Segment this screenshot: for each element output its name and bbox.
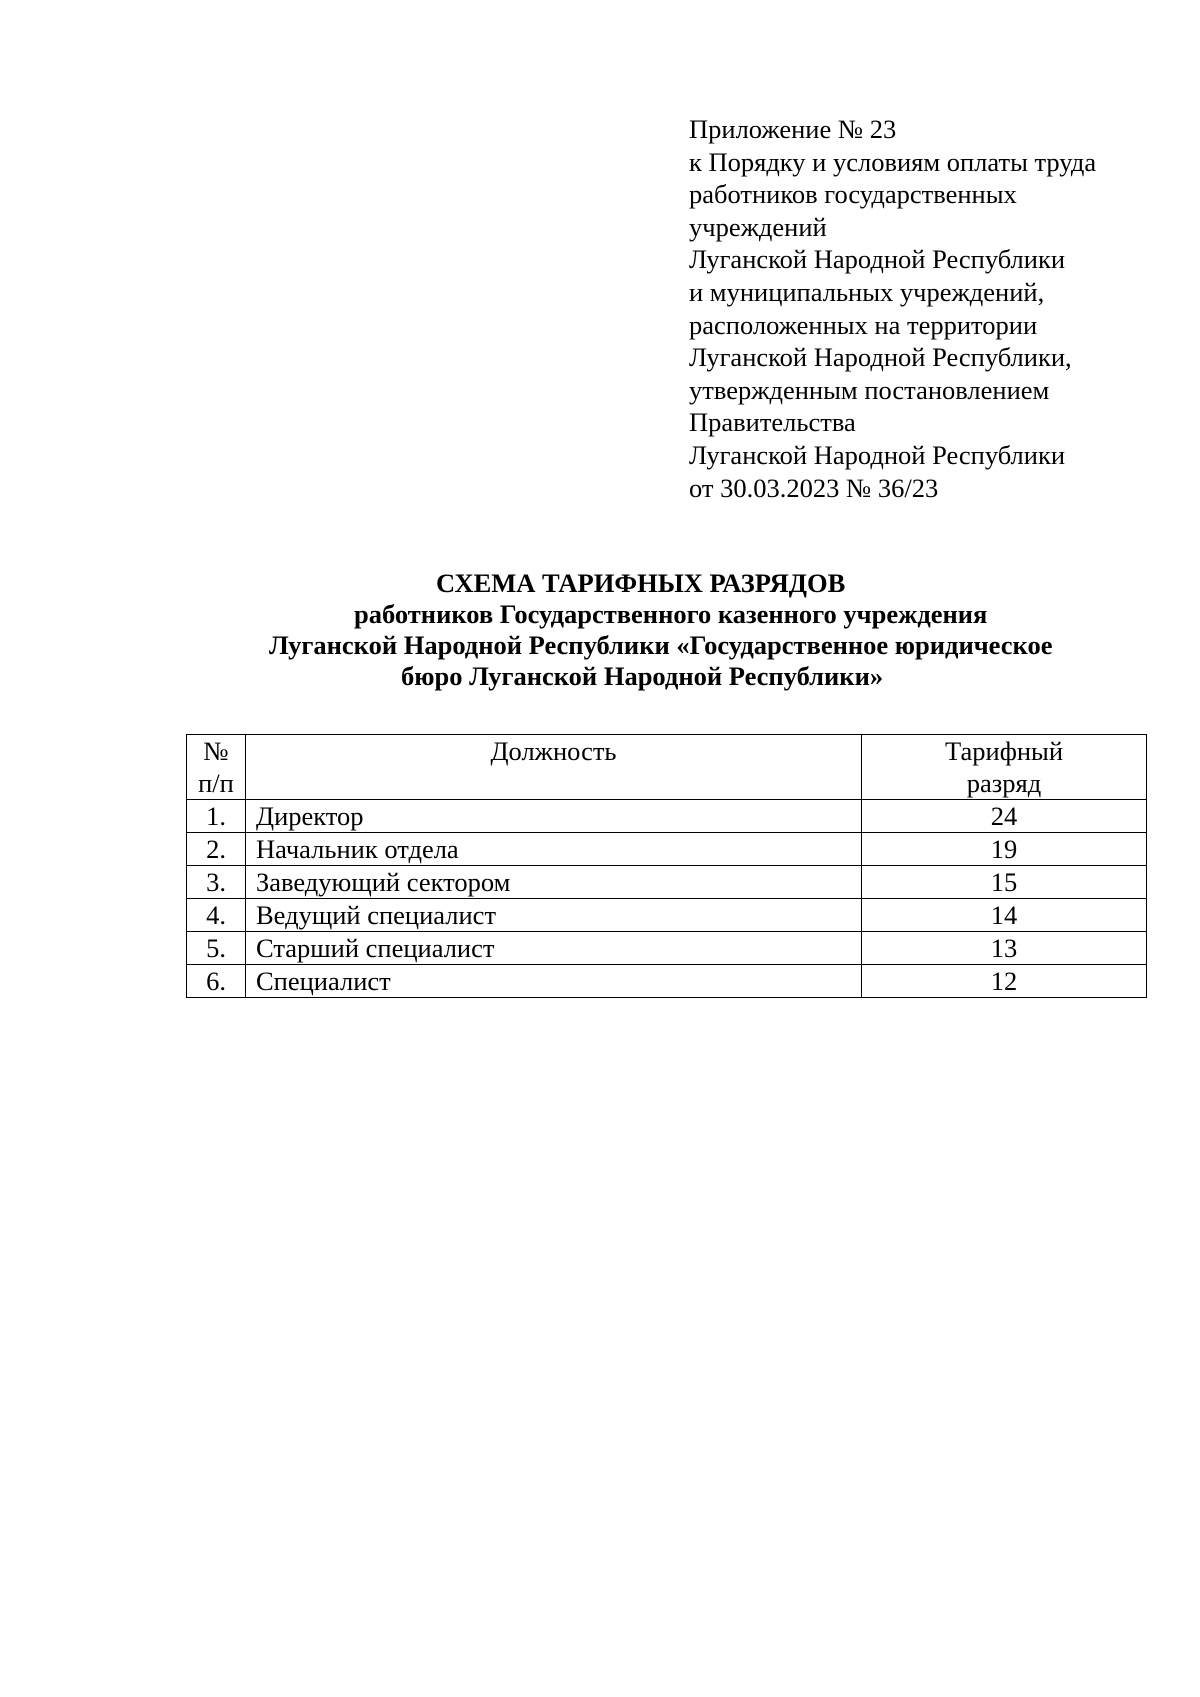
table-row [187, 833, 1147, 866]
tariff-grades-table [186, 734, 1147, 998]
table-row [187, 866, 1147, 899]
row-grade: 14 [862, 899, 1147, 932]
row-grade: 13 [862, 932, 1147, 965]
row-num: 2. [187, 833, 246, 866]
header-grade-line1: Тарифный [944, 736, 1064, 766]
title-line: работников Государственного казенного учреждения [354, 599, 988, 629]
appendix-line: учреждений [689, 211, 827, 242]
table-header-row [187, 735, 1147, 800]
table-row [187, 899, 1147, 932]
header-position: Должность [246, 735, 862, 800]
title-line: Луганской Народной Республики «Государственное юридическое [269, 630, 1053, 660]
document-title [150, 568, 1150, 692]
appendix-block [689, 113, 1169, 504]
row-grade: 24 [862, 800, 1147, 833]
header-num-line1: № [203, 736, 229, 766]
appendix-line: к Порядку и условиям оплаты труда [689, 146, 1097, 177]
header-grade [862, 735, 1147, 800]
row-num: 4. [187, 899, 246, 932]
title-line: СХЕМА ТАРИФНЫХ РАЗРЯДОВ [436, 568, 846, 598]
appendix-line: работников государственных [689, 179, 1017, 210]
header-grade-line2: разряд [966, 768, 1042, 798]
row-num: 5. [187, 932, 246, 965]
row-grade: 19 [862, 833, 1147, 866]
table-row [187, 932, 1147, 965]
row-grade: 12 [862, 965, 1147, 998]
row-num: 6. [187, 965, 246, 998]
title-line: бюро Луганской Народной Республики» [401, 661, 884, 691]
row-position: Ведущий специалист [246, 899, 862, 932]
appendix-line: Луганской Народной Республики [689, 244, 1066, 275]
row-num: 3. [187, 866, 246, 899]
row-position: Начальник отдела [246, 833, 862, 866]
row-num: 1. [187, 800, 246, 833]
appendix-line: и муниципальных учреждений, [689, 276, 1045, 307]
appendix-line: Луганской Народной Республики, [689, 342, 1072, 373]
appendix-line: утвержденным постановлением [689, 374, 1050, 405]
row-grade: 15 [862, 866, 1147, 899]
row-position: Директор [246, 800, 862, 833]
appendix-line: от 30.03.2023 № 36/23 [689, 472, 939, 503]
table-row [187, 800, 1147, 833]
appendix-line: расположенных на территории [689, 309, 1038, 340]
table-row [187, 965, 1147, 998]
appendix-line: Приложение № 23 [689, 114, 897, 144]
header-num [187, 735, 246, 800]
row-position: Старший специалист [246, 932, 862, 965]
row-position: Специалист [246, 965, 862, 998]
row-position: Заведующий сектором [246, 866, 862, 899]
appendix-line: Правительства [689, 407, 856, 438]
appendix-line: Луганской Народной Республики [689, 439, 1066, 470]
header-num-line2: п/п [198, 768, 234, 798]
